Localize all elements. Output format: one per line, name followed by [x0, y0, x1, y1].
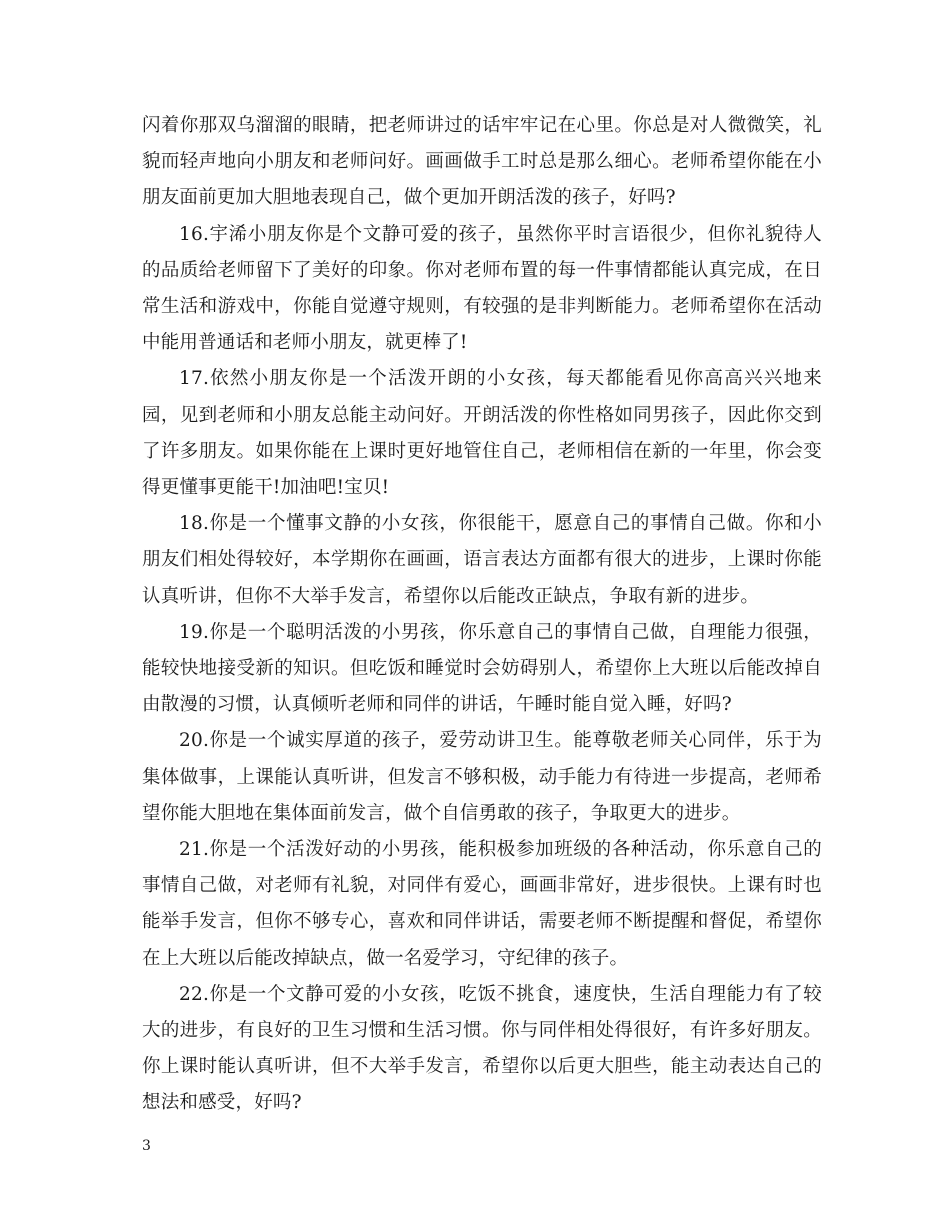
paragraph: 16.宇浠小朋友你是个文静可爱的孩子，虽然你平时言语很少，但你礼貌待人的品质给老师留下了美好的印象。你对老师布置的每一件事情都能认真完成，在日常生活和游戏中，你能自觉遵守规则，有较强的是非判断能力。老师希望你在活动中能用普通话和老师小朋友，就更棒了! [142, 223, 822, 354]
document-body [142, 108, 822, 1122]
paragraph: 闪着你那双乌溜溜的眼睛，把老师讲过的话牢牢记在心里。你总是对人微微笑，礼貌而轻声地向小朋友和老师问好。画画做手工时总是那么细心。老师希望你能在小朋友面前更加大胆地表现自己，做个更加开朗活泼的孩子，好吗? [142, 115, 822, 209]
paragraph: 19.你是一个聪明活泼的小男孩，你乐意自己的事情自己做，自理能力很强，能较快地接受新的知识。但吃饭和睡觉时会妨碍别人，希望你上大班以后能改掉自由散漫的习惯，认真倾听老师和同伴的讲话，午睡时能自觉入睡，好吗? [142, 621, 822, 716]
paragraph: 17.依然小朋友你是一个活泼开朗的小女孩，每天都能看见你高高兴兴地来园，见到老师和小朋友总能主动问好。开朗活泼的你性格如同男孩子，因此你交到了许多朋友。如果你能在上课时更好地管住自己，老师相信在新的一年里，你会变得更懂事更能干!加油吧!宝贝! [142, 368, 822, 499]
paragraph: 21.你是一个活泼好动的小男孩，能积极参加班级的各种活动，你乐意自己的事情自己做，对老师有礼貌，对同伴有爱心，画画非常好，进步很快。上课有时也能举手发言，但你不够专心，喜欢和同伴讲话，需要老师不断提醒和督促，希望你在上大班以后能改掉缺点，做一名爱学习，守纪律的孩子。 [142, 839, 822, 969]
paragraph: 18.你是一个懂事文静的小女孩，你很能干，愿意自己的事情自己做。你和小朋友们相处得较好，本学期你在画画，语言表达方面都有很大的进步，上课时你能认真听讲，但你不大举手发言，希望你以后能改正缺点，争取有新的进步。 [142, 513, 822, 607]
paragraph: 22.你是一个文静可爱的小女孩，吃饭不挑食，速度快，生活自理能力有了较大的进步，有良好的卫生习惯和生活习惯。你与同伴相处得很好，有许多好朋友。你上课时能认真听讲，但不大举手发言，希望你以后更大胆些，能主动表达自己的想法和感受，好吗? [142, 983, 822, 1114]
page-number: 3 [142, 1138, 151, 1154]
paragraph: 20.你是一个诚实厚道的孩子，爱劳动讲卫生。能尊敬老师关心同伴，乐于为集体做事，上课能认真听讲，但发言不够积极，动手能力有待进一步提高，老师希望你能大胆地在集体面前发言，做个自信勇敢的孩子，争取更大的进步。 [142, 730, 822, 824]
